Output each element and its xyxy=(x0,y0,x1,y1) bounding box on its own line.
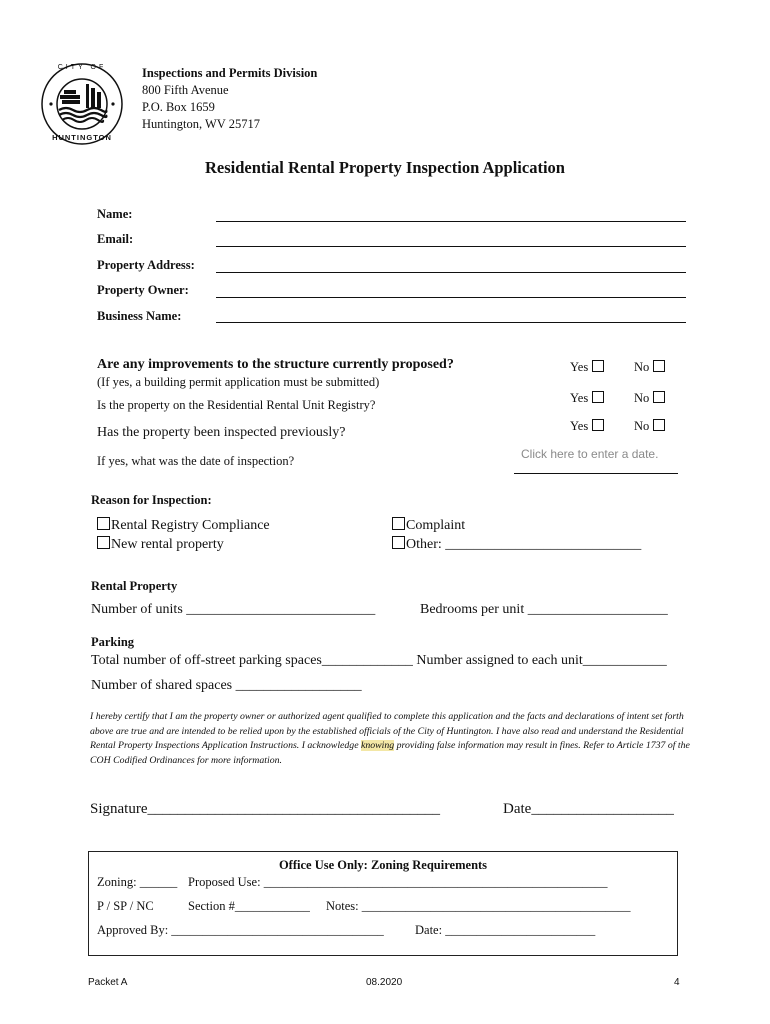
footer-date: 08.2020 xyxy=(366,977,403,988)
name-label: Name: xyxy=(97,207,133,221)
property-address-label: Property Address: xyxy=(97,258,195,272)
email-field[interactable] xyxy=(216,246,686,247)
parking-heading: Parking xyxy=(91,635,135,649)
inspection-date-question: If yes, what was the date of inspection? xyxy=(97,454,295,468)
seal-top-text: CITY OF xyxy=(57,64,107,71)
zoning-field[interactable]: Zoning: ______ xyxy=(97,875,178,889)
reason-other[interactable] xyxy=(392,536,641,553)
q1-yes-checkbox[interactable] xyxy=(592,360,604,372)
signature-date-field[interactable]: Date___________________ xyxy=(503,801,674,817)
footer-page-number: 4 xyxy=(674,977,680,988)
office-date-field[interactable]: Date: ________________________ xyxy=(415,923,596,937)
no-label: No xyxy=(634,360,650,374)
notes-field[interactable]: Notes: ___________________________________________ xyxy=(326,899,631,913)
street-address: 800 Fifth Avenue xyxy=(142,83,229,97)
reason-complaint[interactable] xyxy=(392,517,465,534)
complaint-label: Complaint xyxy=(406,518,466,533)
property-owner-field[interactable] xyxy=(216,297,686,298)
certification-text-2: providing false information may result in fines. Refer to Article 1737 of the COH Codified Ordinances for more information. xyxy=(90,740,690,766)
property-owner-label: Property Owner: xyxy=(97,283,189,297)
q1-yes[interactable] xyxy=(570,360,604,375)
business-name-label: Business Name: xyxy=(97,309,182,323)
city-seal xyxy=(40,62,124,146)
q1-no-checkbox[interactable] xyxy=(653,360,665,372)
p-sp-nc-label: P / SP / NC xyxy=(97,899,154,913)
reason-new-rental[interactable] xyxy=(97,536,224,553)
q2-no[interactable] xyxy=(634,391,665,406)
reason-heading: Reason for Inspection: xyxy=(91,493,212,507)
yes-label: Yes xyxy=(570,360,589,374)
certification-text-1: I hereby certify that I am the property owner or authorized agent qualified to complete this application and the facts and declarations of intent set forth above are true and are intended to be relied upon by the established officials of the City of Huntington. I have also read and understand the Residential Rental Property Inspections Application Instructions. I acknowledge xyxy=(90,711,684,751)
other-checkbox[interactable] xyxy=(392,536,405,549)
header-address xyxy=(142,65,317,133)
number-of-units-field[interactable]: Number of units ___________________________ xyxy=(91,602,376,617)
approved-by-field[interactable]: Approved By: __________________________________ xyxy=(97,923,384,937)
inspected-question: Has the property been inspected previously? xyxy=(97,425,346,440)
signature-field[interactable]: Signature_______________________________________ xyxy=(90,801,440,817)
yes-label: Yes xyxy=(570,391,589,405)
q2-no-checkbox[interactable] xyxy=(653,391,665,403)
form-title: Residential Rental Property Inspection Application xyxy=(205,158,565,177)
office-use-box xyxy=(88,851,678,956)
offstreet-parking-field[interactable]: Total number of off-street parking spaces_____________ Number assigned to each unit____________ xyxy=(91,653,667,668)
city-state-zip: Huntington, WV 25717 xyxy=(142,117,260,131)
other-label: Other: ____________________________ xyxy=(406,537,642,552)
improvements-question: Are any improvements to the structure currently proposed? xyxy=(97,357,454,372)
registry-compliance-checkbox[interactable] xyxy=(97,517,110,530)
no-label: No xyxy=(634,419,650,433)
seal-bottom-text: HUNTINGTON xyxy=(52,133,112,142)
business-name-field[interactable] xyxy=(216,322,686,323)
certification-statement xyxy=(90,710,690,768)
proposed-use-field[interactable]: Proposed Use: _______________________________________________________ xyxy=(188,875,608,889)
improvements-note: (If yes, a building permit application must be submitted) xyxy=(97,375,380,389)
q2-yes-checkbox[interactable] xyxy=(592,391,604,403)
property-address-field[interactable] xyxy=(216,272,686,273)
no-label: No xyxy=(634,391,650,405)
bedrooms-per-unit-field[interactable]: Bedrooms per unit ____________________ xyxy=(420,602,668,617)
reason-registry-compliance[interactable] xyxy=(97,517,270,534)
rental-property-heading: Rental Property xyxy=(91,579,178,593)
q3-no[interactable] xyxy=(634,419,665,434)
yes-label: Yes xyxy=(570,419,589,433)
complaint-checkbox[interactable] xyxy=(392,517,405,530)
registry-question: Is the property on the Residential Rental Unit Registry? xyxy=(97,398,376,412)
new-rental-checkbox[interactable] xyxy=(97,536,110,549)
office-use-title: Office Use Only: Zoning Requirements xyxy=(278,858,488,872)
q3-no-checkbox[interactable] xyxy=(653,419,665,431)
inspection-date-line xyxy=(514,473,678,474)
q3-yes-checkbox[interactable] xyxy=(592,419,604,431)
name-field[interactable] xyxy=(216,221,686,222)
email-label: Email: xyxy=(97,232,134,246)
section-field[interactable]: Section #____________ xyxy=(188,899,310,913)
q1-no[interactable] xyxy=(634,360,665,375)
po-box: P.O. Box 1659 xyxy=(142,100,215,114)
inspection-date-picker[interactable]: Click here to enter a date. xyxy=(521,447,659,461)
certification-highlight: knowing xyxy=(361,740,395,751)
q3-yes[interactable] xyxy=(570,419,604,434)
q2-yes[interactable] xyxy=(570,391,604,406)
division-name: Inspections and Permits Division xyxy=(142,66,318,80)
shared-spaces-field[interactable]: Number of shared spaces __________________ xyxy=(91,678,362,693)
registry-compliance-label: Rental Registry Compliance xyxy=(111,518,270,533)
footer-packet: Packet A xyxy=(88,977,128,988)
new-rental-label: New rental property xyxy=(111,537,224,552)
